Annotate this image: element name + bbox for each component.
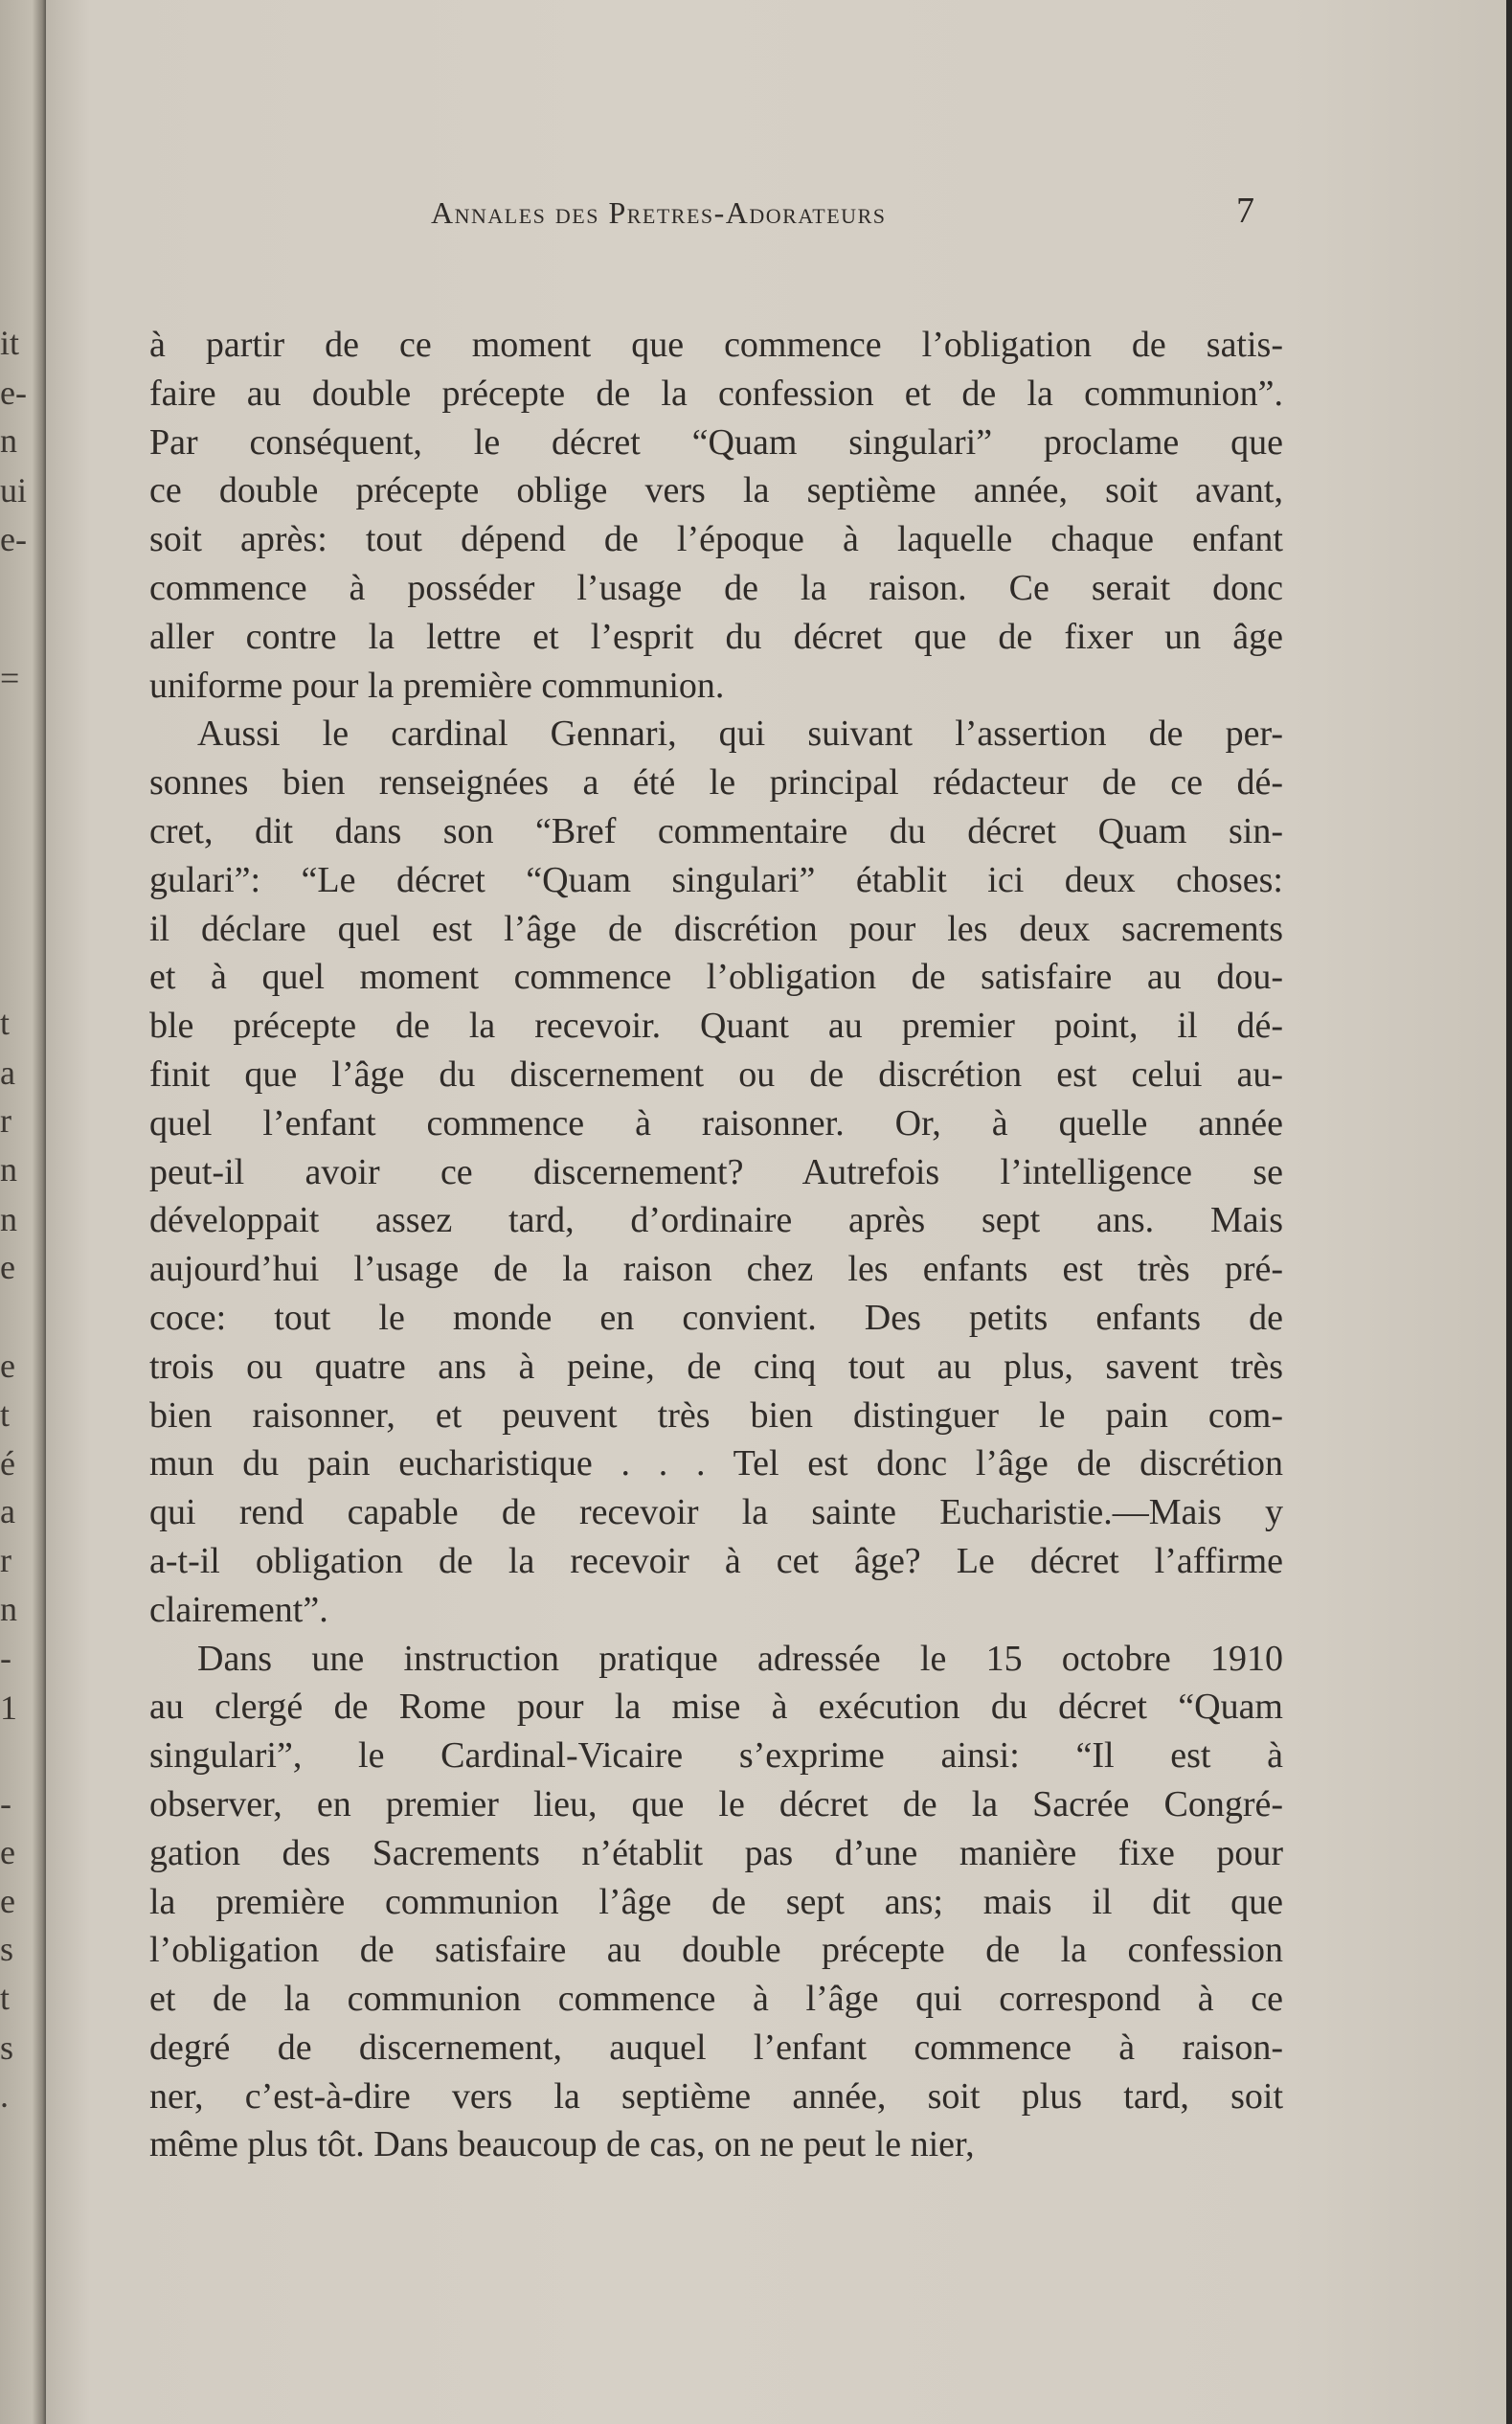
text-line: la première communion l’âge de sept ans; mais il dit que bbox=[149, 1881, 1283, 1922]
margin-fragment: a bbox=[0, 1053, 15, 1092]
text-line: l’obligation de satisfaire au double précepte de la confession bbox=[149, 1930, 1283, 1971]
text-line: ce double précepte oblige vers la septième année, soit avant, bbox=[149, 470, 1283, 511]
margin-fragment: n bbox=[0, 1200, 17, 1238]
text-line: observer, en premier lieu, que le décret de la Sacrée Congré- bbox=[149, 1783, 1283, 1824]
paragraph bbox=[149, 1635, 1283, 2170]
margin-fragment: t bbox=[0, 1979, 11, 2017]
text-line: quel l’enfant commence à raisonner. Or, à quelle année bbox=[149, 1102, 1283, 1144]
margin-fragment: t bbox=[0, 1395, 11, 1434]
margin-fragment: n bbox=[0, 1150, 17, 1189]
text-line: sonnes bien renseignées a été le principal rédacteur de ce dé- bbox=[149, 762, 1283, 804]
text-line: singulari”, le Cardinal-Vicaire s’exprime ainsi: “Il est à bbox=[149, 1735, 1283, 1777]
text-line: développait assez tard, d’ordinaire après sept ans. Mais bbox=[149, 1200, 1283, 1241]
text-line: commence à posséder l’usage de la raison. Ce serait donc bbox=[149, 567, 1283, 608]
text-line: a-t-il obligation de la recevoir à cet âge? Le décret l’affirme bbox=[149, 1540, 1283, 1581]
text-line: trois ou quatre ans à peine, de cinq tout au plus, savent très bbox=[149, 1346, 1283, 1387]
margin-fragment: = bbox=[0, 659, 20, 697]
margin-fragment: e- bbox=[0, 520, 27, 558]
paragraph bbox=[149, 321, 1283, 710]
text-line: même plus tôt. Dans beaucoup de cas, on ne peut le nier, bbox=[149, 2124, 975, 2165]
text-line: au clergé de Rome pour la mise à exécution du décret “Quam bbox=[149, 1687, 1283, 1728]
text-line: ble précepte de la recevoir. Quant au premier point, il dé- bbox=[149, 1006, 1283, 1047]
margin-fragment: t bbox=[0, 1004, 11, 1042]
margin-fragment: é bbox=[0, 1444, 15, 1483]
text-line: ner, c’est-à-dire vers la septième année, soit plus tard, soit bbox=[149, 2075, 1283, 2117]
margin-fragment: it bbox=[0, 324, 20, 362]
text-line: faire au double précepte de la confession et de la communion”. bbox=[149, 373, 1283, 414]
page-number: 7 bbox=[1236, 191, 1254, 231]
margin-fragment: e bbox=[0, 1248, 15, 1286]
margin-fragment: - bbox=[0, 1639, 11, 1677]
text-line: soit après: tout dépend de l’époque à laquelle chaque enfant bbox=[149, 519, 1283, 560]
text-line: Par conséquent, le décret “Quam singulari” proclame que bbox=[149, 421, 1283, 463]
running-head: Annales des Pretres-Adorateurs bbox=[431, 195, 887, 230]
text-line: bien raisonner, et peuvent très bien distinguer le pain com- bbox=[149, 1394, 1283, 1436]
text-line: uniforme pour la première communion. bbox=[149, 665, 725, 706]
book-page bbox=[46, 0, 1512, 2424]
margin-fragment: n bbox=[0, 1590, 17, 1628]
margin-fragment: s bbox=[0, 2028, 14, 2067]
text-line: mun du pain eucharistique . . . Tel est donc l’âge de discrétion bbox=[149, 1443, 1283, 1484]
text-line: clairement”. bbox=[149, 1589, 328, 1630]
text-line: il déclare quel est l’âge de discrétion pour les deux sacrements bbox=[149, 908, 1283, 949]
text-line: et à quel moment commence l’obligation de satisfaire au dou- bbox=[149, 957, 1283, 998]
text-line: qui rend capable de recevoir la sainte Eucharistie.—Mais y bbox=[149, 1492, 1283, 1533]
text-line: Dans une instruction pratique adressée le 15 octobre 1910 bbox=[197, 1638, 1283, 1679]
margin-fragment: e- bbox=[0, 374, 27, 412]
margin-fragment: n bbox=[0, 421, 17, 460]
margin-fragment: 1 bbox=[0, 1688, 17, 1727]
margin-fragment: s bbox=[0, 1930, 14, 1968]
text-line: cret, dit dans son “Bref commentaire du décret Quam sin- bbox=[149, 810, 1283, 851]
margin-fragment: - bbox=[0, 1784, 11, 1823]
margin-fragment: e bbox=[0, 1833, 15, 1871]
margin-fragment: r bbox=[0, 1101, 11, 1140]
text-line: aujourd’hui l’usage de la raison chez les enfants est très pré- bbox=[149, 1249, 1283, 1290]
text-line: gulari”: “Le décret “Quam singulari” établit ici deux choses: bbox=[149, 859, 1283, 900]
margin-fragment: e bbox=[0, 1882, 15, 1920]
text-line: finit que l’âge du discernement ou de discrétion est celui au- bbox=[149, 1053, 1283, 1095]
margin-fragment: r bbox=[0, 1541, 11, 1579]
text-line: à partir de ce moment que commence l’obligation de satis- bbox=[149, 325, 1283, 365]
margin-fragment: ui bbox=[0, 471, 28, 510]
text-line: Aussi le cardinal Gennari, qui suivant l’assertion de per- bbox=[197, 714, 1283, 755]
margin-fragment: . bbox=[0, 2076, 9, 2115]
margin-fragment: e bbox=[0, 1347, 15, 1385]
text-line: degré de discernement, auquel l’enfant commence à raison- bbox=[149, 2027, 1283, 2068]
body-text bbox=[149, 321, 1283, 2169]
page-edge bbox=[1506, 0, 1512, 2424]
text-line: aller contre la lettre et l’esprit du décret que de fixer un âge bbox=[149, 616, 1283, 657]
text-line: coce: tout le monde en convient. Des petits enfants de bbox=[149, 1297, 1283, 1338]
margin-fragment: a bbox=[0, 1492, 15, 1530]
text-line: et de la communion commence à l’âge qui correspond à ce bbox=[149, 1979, 1283, 2020]
paragraph bbox=[149, 710, 1283, 1634]
text-line: peut-il avoir ce discernement? Autrefois l’intelligence se bbox=[149, 1151, 1283, 1192]
text-line: gation des Sacrements n’établit pas d’une manière fixe pour bbox=[149, 1832, 1283, 1873]
